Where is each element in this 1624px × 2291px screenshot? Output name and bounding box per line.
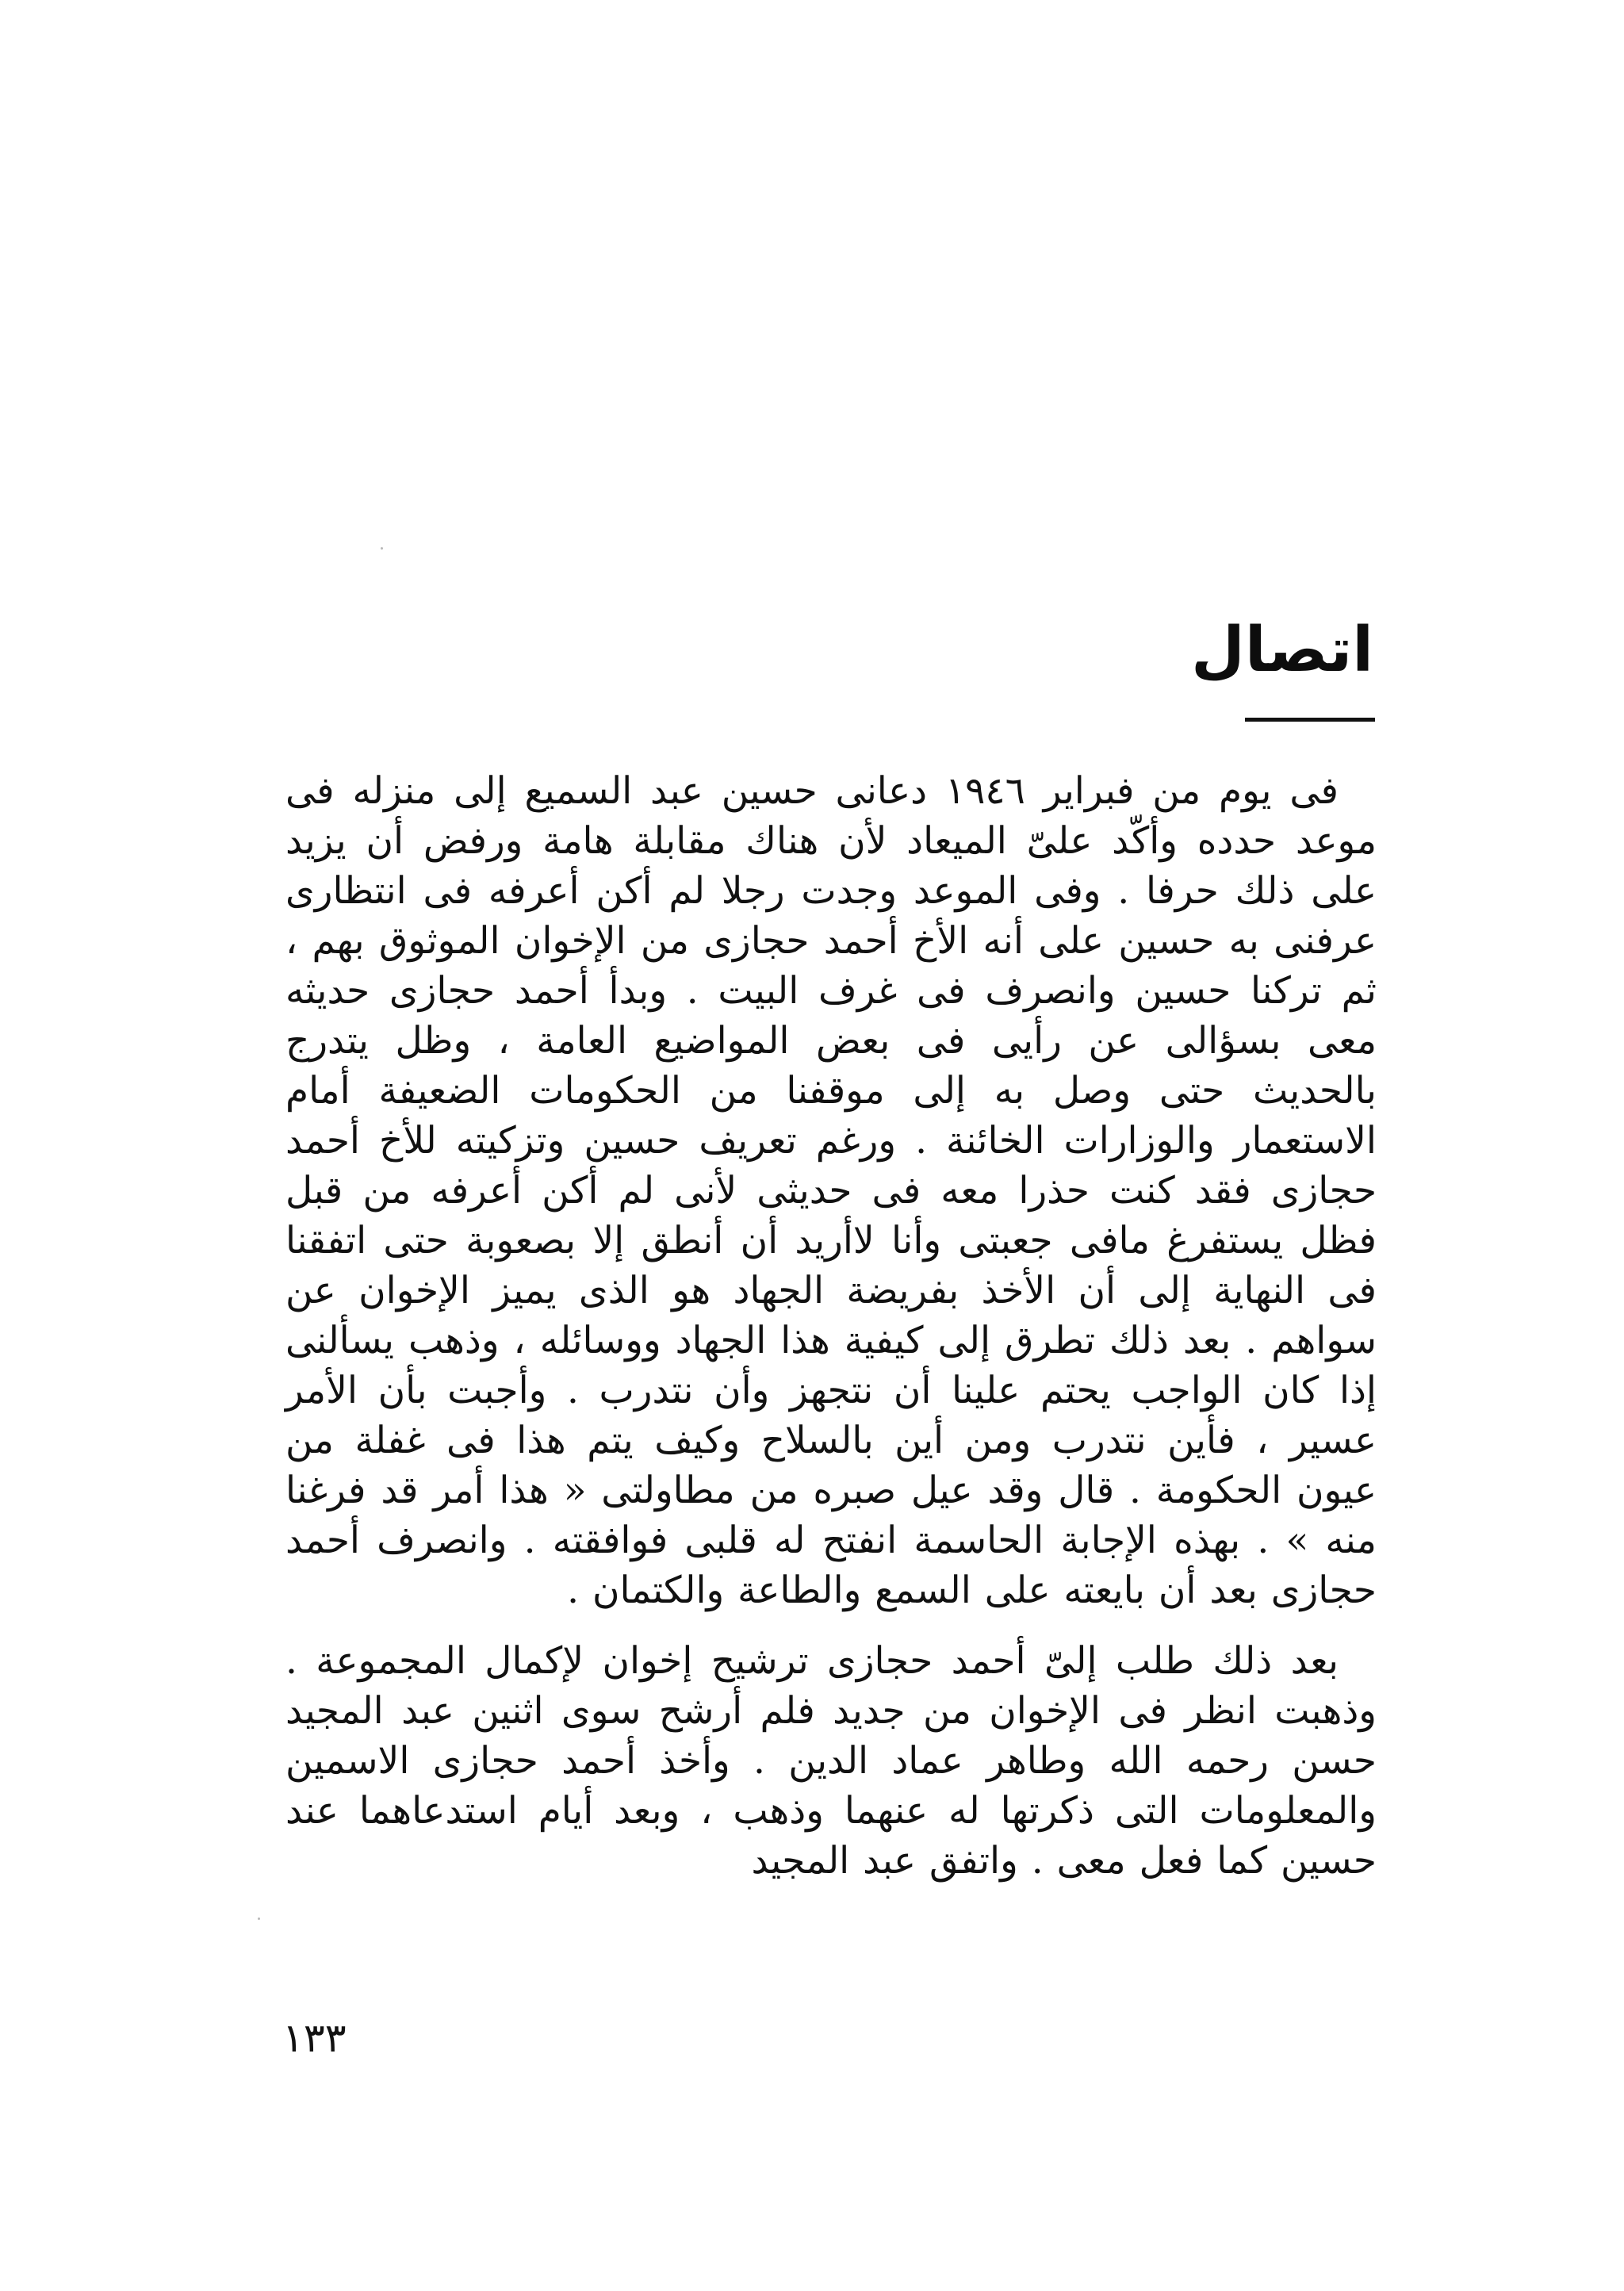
chapter-title: اتصال [1191, 615, 1373, 686]
paragraph-1: فى يوم من فبراير ١٩٤٦ دعانى حسين عبد السميع إلى منزله فى موعد حدده وأكّد علىّ الميعاد لأن هناك مقابلة هامة ورفض أن يزيد على ذلك حرفا . وفى الموعد وجدت رجلا لم أكن أعرفه فى انتظارى عرفنى به حسين على أنه الأخ أحمد حجازى من الإخوان الموثوق بهم ، ثم تركنا حسين وانصرف فى غرف البيت . وبدأ أحمد حجازى حديثه معى بسؤالى عن رأيى فى بعض المواضيع العامة ، وظل يتدرج بالحديث حتى وصل به إلى موقفنا من الحكومات الضعيفة أمام الاستعمار والوزارات الخائنة . ورغم تعريف حسين وتزكيته للأخ أحمد حجازى فقد كنت حذرا معه فى حديثى لأنى لم أكن أعرفه من قبل فظل يستفرغ مافى جعبتى وأنا لاأريد أن أنطق إلا بصعوبة حتى اتفقنا فى النهاية إلى أن الأخذ بفريضة الجهاد هو الذى يميز الإخوان عن سواهم . بعد ذلك تطرق إلى كيفية هذا الجهاد ووسائله ، وذهب يسألنى إذا كان الواجب يحتم علينا أن نتجهز وأن نتدرب . وأجبت بأن الأمر عسير ، فأين نتدرب ومن أين بالسلاح وكيف يتم هذا فى غفلة من عيون الحكومة . قال وقد عيل صبره من مطاولتى « هذا أمر قد فرغنا منه » . بهذه الإجابة الحاسمة انفتح له قلبى فوافقته . وانصرف أحمد حجازى بعد أن بايعته على السمع والطاعة والكتمان . [285, 769, 1377, 1612]
scan-speck [381, 547, 383, 550]
body-text [285, 766, 1377, 1886]
page-number: ١٣٣ [282, 2015, 347, 2061]
paragraph-2: بعد ذلك طلب إلىّ أحمد حجازى ترشيح إخوان لإكمال المجموعة . وذهبت انظر فى الإخوان من جديد فلم أرشح سوى اثنين عبد المجيد حسن رحمه الله وطاهر عماد الدين . وأخذ أحمد حجازى الاسمين والمعلومات التى ذكرتها له عنهما وذهب ، وبعد أيام استدعاهما عند حسين كما فعل معى . واتفق عبد المجيد [285, 1639, 1377, 1883]
title-underline [1245, 718, 1375, 722]
scan-speck [258, 1917, 260, 1920]
